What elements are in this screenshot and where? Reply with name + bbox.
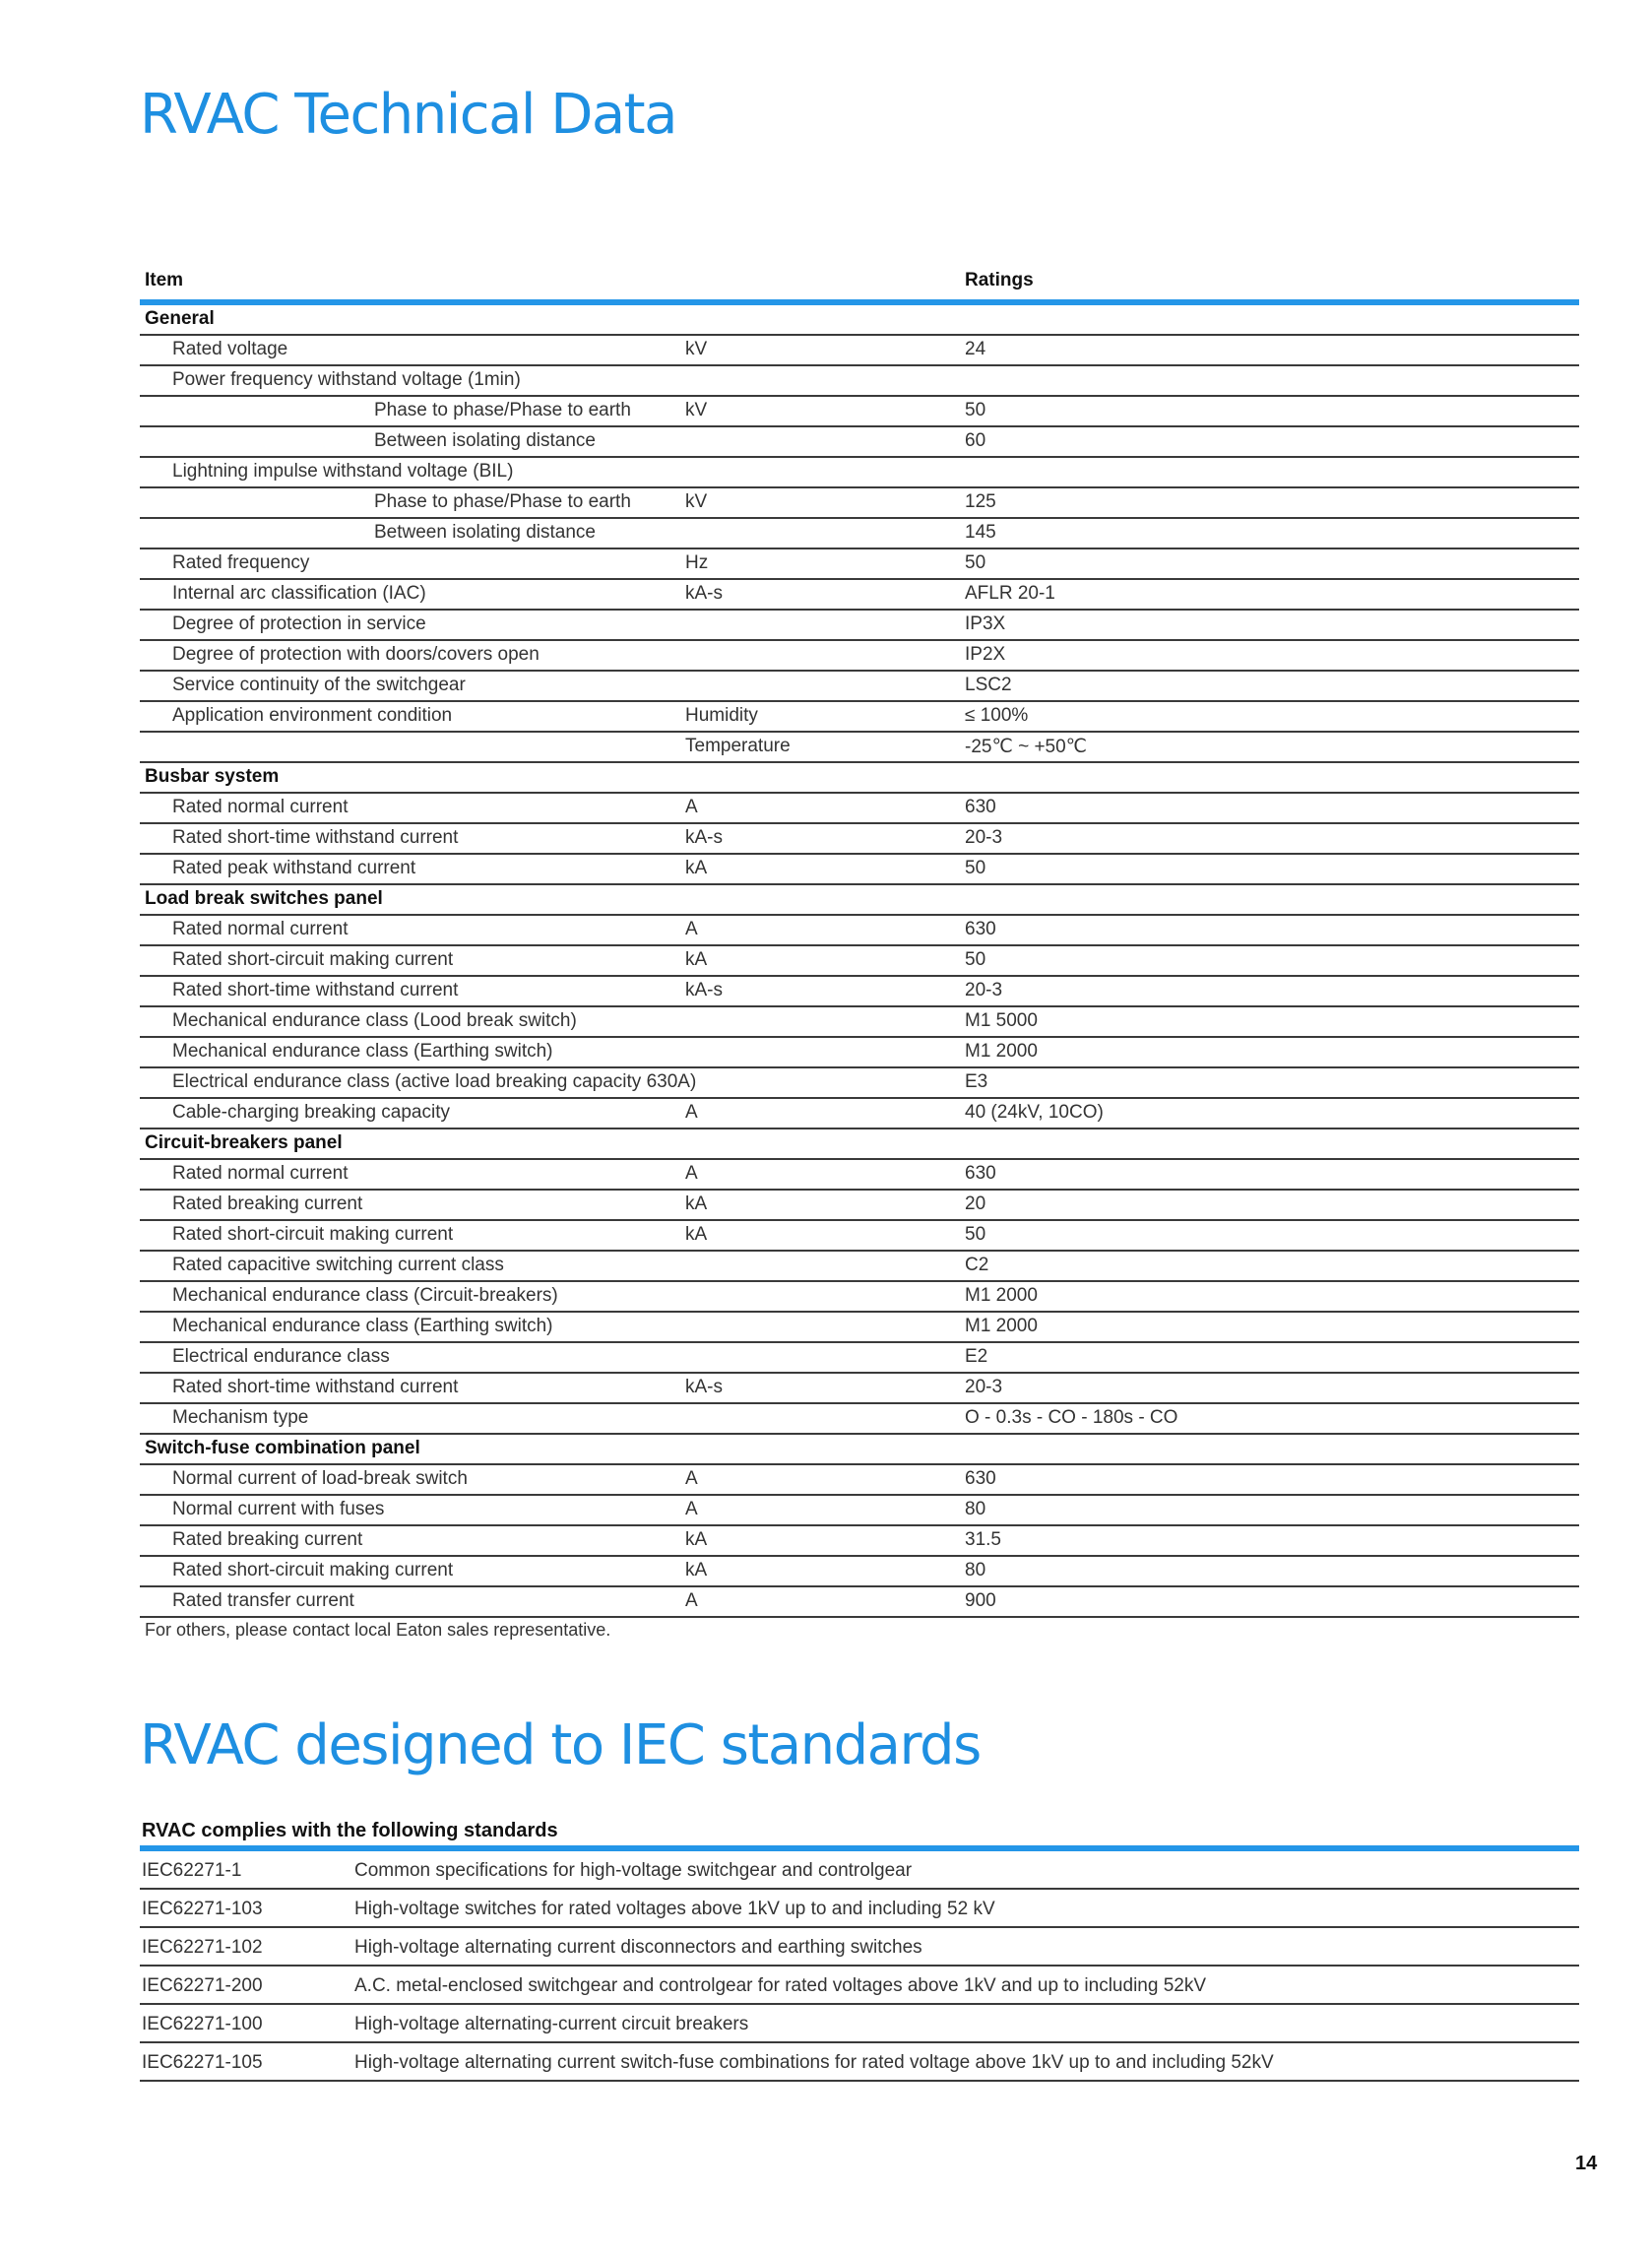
row-rating: E2 [965, 1346, 988, 1367]
row-item: Degree of protection in service [172, 613, 426, 634]
table-row [140, 1160, 1579, 1191]
standard-code: IEC62271-105 [142, 2052, 263, 2073]
standard-description: High-voltage alternating current switch-fuse combinations for rated voltage above 1kV up to and including 52kV [354, 2052, 1274, 2073]
row-item: Rated normal current [172, 919, 349, 939]
row-item: Rated short-time withstand current [172, 1377, 459, 1397]
row-item: Power frequency withstand voltage (1min) [172, 369, 521, 390]
standards-body [140, 1851, 1579, 2082]
row-item: Cable-charging breaking capacity [172, 1102, 450, 1123]
row-rating: O - 0.3s - CO - 180s - CO [965, 1407, 1178, 1428]
table-row [140, 1221, 1579, 1252]
table-row [140, 1526, 1579, 1557]
table-row [140, 1038, 1579, 1068]
row-unit: A [685, 1499, 698, 1519]
technical-data-table [140, 264, 1579, 1641]
page-title: RVAC Technical Data [140, 83, 676, 147]
table-row [140, 794, 1579, 824]
row-unit: A [685, 919, 698, 939]
row-rating: 630 [965, 919, 996, 939]
section-title: Circuit-breakers panel [145, 1132, 343, 1153]
table-row [140, 397, 1579, 427]
row-item: Mechanical endurance class (Earthing switch) [172, 1041, 553, 1062]
standard-row [140, 1928, 1579, 1967]
table-row [140, 641, 1579, 672]
row-item: Rated normal current [172, 797, 349, 817]
row-rating: 20-3 [965, 1377, 1003, 1397]
standard-code: IEC62271-200 [142, 1975, 263, 1996]
standard-row [140, 2005, 1579, 2043]
row-item: Rated frequency [172, 552, 310, 573]
row-item: Between isolating distance [374, 430, 596, 451]
standard-description: A.C. metal-enclosed switchgear and controlgear for rated voltages above 1kV and up to including 52kV [354, 1975, 1207, 1996]
table-row [140, 458, 1579, 488]
standard-row [140, 1967, 1579, 2005]
table-row [140, 1496, 1579, 1526]
table-row [140, 1465, 1579, 1496]
row-item: Normal current with fuses [172, 1499, 385, 1519]
row-item: Mechanical endurance class (Circuit-breakers) [172, 1285, 558, 1306]
table-row [140, 519, 1579, 549]
row-rating: 50 [965, 400, 986, 420]
row-rating: -25℃ ~ +50℃ [965, 737, 1088, 757]
table-row [140, 1099, 1579, 1129]
row-unit: kV [685, 400, 708, 420]
row-item: Rated short-circuit making current [172, 949, 454, 970]
table-header [140, 264, 1579, 305]
table-row [140, 1587, 1579, 1618]
table-row [140, 1282, 1579, 1313]
row-item: Rated short-circuit making current [172, 1224, 454, 1245]
row-unit: kA [685, 1560, 708, 1580]
table-note: For others, please contact local Eaton sales representative. [145, 1620, 611, 1640]
row-rating: 50 [965, 1224, 986, 1245]
row-unit: kA [685, 1193, 708, 1214]
row-item: Service continuity of the switchgear [172, 675, 466, 695]
row-rating: 900 [965, 1590, 996, 1611]
row-item: Electrical endurance class [172, 1346, 390, 1367]
row-unit: kA-s [685, 980, 723, 1000]
row-item: Internal arc classification (IAC) [172, 583, 426, 604]
table-row [140, 1404, 1579, 1435]
row-item: Phase to phase/Phase to earth [374, 491, 631, 512]
row-item: Rated peak withstand current [172, 858, 416, 878]
row-unit: kA [685, 1224, 708, 1245]
table-row [140, 1557, 1579, 1587]
table-row [140, 488, 1579, 519]
header-ratings: Ratings [965, 270, 1034, 290]
row-unit: kA [685, 949, 708, 970]
row-item: Rated voltage [172, 339, 288, 359]
row-item: Rated transfer current [172, 1590, 354, 1611]
table-row [140, 1191, 1579, 1221]
standard-row [140, 2043, 1579, 2082]
table-row [140, 366, 1579, 397]
standards-subtitle [140, 1814, 1579, 1851]
row-rating: M1 5000 [965, 1010, 1038, 1031]
table-row [140, 916, 1579, 946]
row-item: Rated normal current [172, 1163, 349, 1184]
section-title: Busbar system [145, 766, 280, 787]
row-item: Degree of protection with doors/covers open [172, 644, 540, 665]
row-rating: 630 [965, 797, 996, 817]
table-row [140, 672, 1579, 702]
row-rating: 630 [965, 1468, 996, 1489]
row-rating: 80 [965, 1560, 986, 1580]
row-unit: A [685, 1468, 698, 1489]
table-row [140, 1068, 1579, 1099]
table-row [140, 611, 1579, 641]
table-row [140, 702, 1579, 733]
row-rating: 145 [965, 522, 996, 543]
row-item: Between isolating distance [374, 522, 596, 543]
row-unit: kA-s [685, 1377, 723, 1397]
row-rating: M1 2000 [965, 1316, 1038, 1336]
section-title: General [145, 308, 215, 329]
table-row [140, 336, 1579, 366]
row-item: Rated breaking current [172, 1193, 363, 1214]
row-rating: 125 [965, 491, 996, 512]
row-rating: E3 [965, 1071, 988, 1092]
row-item: Application environment condition [172, 705, 453, 726]
row-item: Mechanical endurance class (Earthing switch) [172, 1316, 553, 1336]
standard-code: IEC62271-1 [142, 1860, 242, 1881]
row-rating: C2 [965, 1255, 989, 1275]
row-unit: kA [685, 858, 708, 878]
table-row [140, 824, 1579, 855]
table-row [140, 1313, 1579, 1343]
section-header [140, 1435, 1579, 1465]
row-item: Rated short-circuit making current [172, 1560, 454, 1580]
row-unit: A [685, 1590, 698, 1611]
standard-code: IEC62271-100 [142, 2014, 263, 2034]
row-rating: M1 2000 [965, 1041, 1038, 1062]
row-rating: 50 [965, 949, 986, 970]
row-rating: 20-3 [965, 980, 1003, 1000]
row-item: Normal current of load-break switch [172, 1468, 468, 1489]
standard-code: IEC62271-102 [142, 1937, 263, 1958]
row-item: Electrical endurance class (active load breaking capacity 630A) [172, 1071, 697, 1092]
row-item: Lightning impulse withstand voltage (BIL) [172, 461, 514, 482]
table-body [140, 305, 1579, 1618]
section-header [140, 1129, 1579, 1160]
row-rating: M1 2000 [965, 1285, 1038, 1306]
table-row [140, 855, 1579, 885]
row-item: Rated short-time withstand current [172, 980, 459, 1000]
row-rating: IP2X [965, 644, 1006, 665]
row-unit: kA-s [685, 827, 723, 848]
row-unit: kA-s [685, 583, 723, 604]
row-rating: 20-3 [965, 827, 1003, 848]
table-row [140, 977, 1579, 1007]
row-item: Mechanism type [172, 1407, 309, 1428]
row-unit: A [685, 797, 698, 817]
standard-description: High-voltage alternating-current circuit breakers [354, 2014, 749, 2034]
row-item: Rated short-time withstand current [172, 827, 459, 848]
standard-description: Common specifications for high-voltage switchgear and controlgear [354, 1860, 913, 1881]
row-item: Rated capacitive switching current class [172, 1255, 504, 1275]
row-rating: 80 [965, 1499, 986, 1519]
row-unit: Temperature [685, 736, 791, 756]
standard-row [140, 1851, 1579, 1890]
section-header [140, 885, 1579, 916]
table-row [140, 1252, 1579, 1282]
row-unit: A [685, 1102, 698, 1123]
standards-subtitle-text: RVAC complies with the following standards [142, 1820, 558, 1841]
section-header [140, 305, 1579, 336]
header-item: Item [145, 270, 184, 290]
table-row [140, 1343, 1579, 1374]
section-title: Switch-fuse combination panel [145, 1438, 420, 1458]
row-rating: 50 [965, 552, 986, 573]
row-item: Phase to phase/Phase to earth [374, 400, 631, 420]
table-row [140, 733, 1579, 763]
table-row [140, 427, 1579, 458]
row-item: Mechanical endurance class (Lood break switch) [172, 1010, 577, 1031]
section-title: Load break switches panel [145, 888, 383, 909]
standards-title: RVAC designed to IEC standards [140, 1713, 981, 1777]
table-row [140, 946, 1579, 977]
row-rating: 24 [965, 339, 986, 359]
standard-description: High-voltage switches for rated voltages above 1kV up to and including 52 kV [354, 1899, 995, 1919]
row-unit: A [685, 1163, 698, 1184]
section-header [140, 763, 1579, 794]
row-rating: 20 [965, 1193, 986, 1214]
row-unit: kV [685, 491, 708, 512]
row-unit: Hz [685, 552, 709, 573]
row-rating: LSC2 [965, 675, 1012, 695]
table-row [140, 1007, 1579, 1038]
row-rating: 60 [965, 430, 986, 451]
row-rating: 31.5 [965, 1529, 1001, 1550]
row-rating: 40 (24kV, 10CO) [965, 1102, 1104, 1123]
row-rating: IP3X [965, 613, 1006, 634]
row-rating: AFLR 20-1 [965, 583, 1055, 604]
standard-description: High-voltage alternating current disconnectors and earthing switches [354, 1937, 922, 1958]
row-rating: 630 [965, 1163, 996, 1184]
standard-row [140, 1890, 1579, 1928]
row-rating: ≤ 100% [965, 705, 1029, 726]
standard-code: IEC62271-103 [142, 1899, 263, 1919]
row-rating: 50 [965, 858, 986, 878]
table-row [140, 1374, 1579, 1404]
table-row [140, 580, 1579, 611]
row-unit: kA [685, 1529, 708, 1550]
row-unit: Humidity [685, 705, 758, 726]
table-row [140, 549, 1579, 580]
row-item: Rated breaking current [172, 1529, 363, 1550]
standards-table [140, 1814, 1579, 2082]
row-unit: kV [685, 339, 708, 359]
page-number: 14 [1575, 2153, 1598, 2174]
